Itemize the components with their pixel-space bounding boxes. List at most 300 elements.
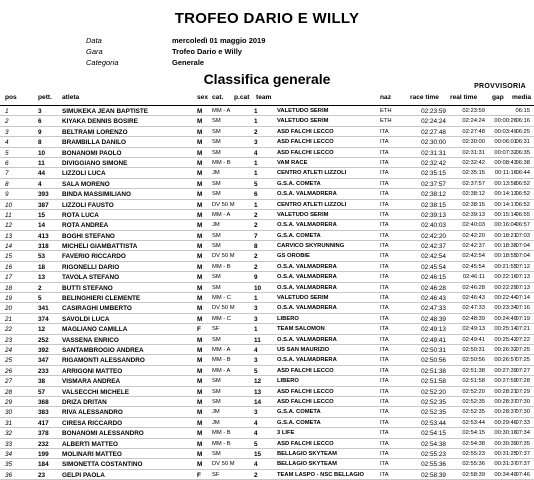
row-pos: 26 (5, 367, 13, 375)
row-media: 06:31 (515, 139, 530, 146)
row-pcat: 1 (254, 159, 258, 167)
row-real-time: 02:31:31 (462, 149, 485, 156)
table-row (0, 366, 534, 376)
row-team: G.S.A. COMETA (277, 180, 321, 187)
row-media: 07:30 (515, 409, 530, 416)
row-sex: M (197, 450, 203, 458)
row-pcat: 1 (254, 201, 258, 209)
row-sex: M (197, 201, 203, 209)
row-team: LIBERO (277, 315, 299, 322)
gara-label: Gara (86, 47, 103, 56)
row-real-time: 02:32:42 (462, 159, 485, 166)
row-real-time: 02:42:20 (462, 232, 485, 239)
row-real-time: 02:30:00 (462, 139, 485, 146)
row-team: O.S.A. VALMADRERA (277, 263, 337, 270)
row-race-time: 02:52:20 (421, 388, 446, 396)
table-row (0, 272, 534, 282)
col-race-time: race time (410, 94, 439, 101)
row-real-time: 02:24:24 (462, 118, 485, 125)
row-pett: 57 (38, 388, 46, 396)
row-team: TEAM SALOMON (277, 326, 325, 333)
row-pcat: 10 (254, 284, 262, 292)
row-cat: SM (212, 118, 221, 125)
row-atleta: CIRESA RICCARDO (62, 419, 123, 427)
row-sex: F (197, 471, 201, 479)
row-cat: SM (212, 378, 221, 385)
row-race-time: 02:42:37 (421, 243, 446, 251)
row-naz: ITA (380, 398, 389, 405)
row-gap: 00:03:49 (494, 128, 517, 135)
row-team: G.S.A. COMETA (277, 232, 321, 239)
row-media: 06:52 (515, 191, 530, 198)
row-race-time: 02:52:35 (421, 409, 446, 417)
row-pcat: 11 (254, 336, 261, 344)
row-sex: M (197, 419, 203, 427)
row-cat: MM - A (212, 367, 231, 374)
row-pett: 38 (38, 378, 46, 386)
row-pett: 199 (38, 450, 49, 458)
row-atleta: SAVOLDI LUCA (62, 315, 110, 323)
row-pcat: 3 (254, 315, 258, 323)
row-naz: ETH (380, 108, 392, 114)
table-row (0, 397, 534, 407)
row-pett: 23 (38, 471, 46, 479)
row-naz: ITA (380, 180, 389, 187)
status-label: PROVVISORIA (474, 83, 526, 90)
row-team: US SAN MAURIZIO (277, 346, 330, 353)
row-naz: ITA (380, 461, 389, 468)
row-pos: 19 (5, 295, 13, 303)
row-media: 07:04 (515, 243, 530, 250)
row-team: ASD FALCHI LECCO (277, 367, 334, 374)
row-atleta: GELPI PAOLA (62, 471, 105, 479)
row-race-time: 02:49:41 (421, 336, 446, 344)
row-pett: 8 (38, 139, 42, 147)
row-race-time: 02:46:28 (421, 284, 446, 292)
row-media: 06:52 (515, 201, 530, 208)
row-naz: ITA (380, 191, 389, 198)
row-pcat: 4 (254, 461, 258, 469)
row-gap: 00:28:37 (494, 409, 517, 416)
table-row (0, 387, 534, 397)
table-row (0, 449, 534, 459)
row-atleta: BELTRAMI LORENZO (62, 128, 128, 136)
row-media: 07:25 (515, 357, 530, 364)
table-row (0, 314, 534, 324)
row-cat: SM (212, 336, 221, 343)
row-atleta: VASSENA ENRICO (62, 336, 119, 344)
row-race-time: 02:37:57 (421, 180, 446, 188)
table-header (0, 93, 534, 106)
table-row (0, 324, 534, 334)
col-pcat: p.cat (234, 94, 250, 101)
table-row (0, 137, 534, 147)
row-sex: M (197, 430, 203, 438)
row-sex: M (197, 440, 203, 448)
table-row (0, 439, 534, 449)
col-sex: sex (197, 94, 209, 101)
row-race-time: 02:54:38 (421, 440, 446, 448)
row-media: 07:14 (515, 295, 530, 302)
table-row (0, 376, 534, 386)
row-sex: M (197, 295, 203, 303)
table-row (0, 179, 534, 189)
row-real-time: 02:23:59 (462, 108, 485, 114)
row-naz: ITA (380, 378, 389, 385)
row-pos: 8 (5, 180, 9, 188)
row-naz: ITA (380, 315, 389, 322)
row-gap: 00:30:16 (494, 430, 517, 437)
row-real-time: 02:49:41 (462, 336, 485, 343)
row-sex: M (197, 305, 203, 313)
row-pett: 18 (38, 263, 46, 271)
row-naz: ITA (380, 284, 389, 291)
row-naz: ITA (380, 211, 389, 218)
table-row (0, 459, 534, 469)
row-atleta: KIYAKA DENNIS BOSIRE (62, 118, 138, 126)
table-row (0, 470, 534, 480)
row-atleta: BONANOMI ALESSANDRO (62, 430, 144, 438)
row-real-time: 02:46:28 (462, 284, 485, 291)
row-team: VALETUDO SERIM (277, 295, 329, 302)
row-pos: 33 (5, 440, 13, 448)
row-naz: ITA (380, 336, 389, 343)
row-real-time: 02:51:58 (462, 378, 485, 385)
row-sex: M (197, 378, 203, 386)
table-row (0, 251, 534, 261)
row-atleta: SALA MORENO (62, 180, 110, 188)
row-gap: 00:34:40 (494, 471, 517, 478)
row-atleta: ROTA ANDREA (62, 222, 109, 230)
row-gap: 00:00:26 (494, 118, 517, 125)
row-gap: 00:27:39 (494, 367, 517, 374)
row-pos: 35 (5, 461, 13, 469)
row-pcat: 1 (254, 170, 258, 178)
row-cat: SM (212, 191, 221, 198)
row-sex: M (197, 253, 203, 261)
row-team: LIBERO (277, 378, 299, 385)
row-atleta: SANTAMBROGIO ANDREA (62, 346, 144, 354)
row-team: VALETUDO SERIM (277, 108, 329, 114)
page-title: Classifica generale (203, 71, 331, 87)
row-cat: MM - B (212, 357, 231, 364)
row-team: O.S.A. VALMADRERA (277, 305, 337, 312)
row-cat: MM - B (212, 263, 231, 270)
row-race-time: 02:23:59 (421, 108, 446, 115)
row-sex: M (197, 461, 203, 469)
row-gap: 00:14:17 (494, 201, 517, 208)
row-pos: 15 (5, 253, 13, 261)
row-real-time: 02:50:56 (462, 357, 485, 364)
row-pett: 347 (38, 357, 49, 365)
row-pcat: 3 (254, 305, 258, 313)
row-pett: 368 (38, 398, 49, 406)
row-cat: MM - C (212, 295, 231, 302)
row-race-time: 02:24:24 (421, 118, 446, 126)
row-atleta: RIGONELLI DARIO (62, 263, 120, 271)
row-atleta: RIVA ALESSANDRO (62, 409, 123, 417)
row-pett: 3 (38, 108, 42, 115)
row-media: 06:44 (515, 170, 530, 177)
row-real-time: 02:42:37 (462, 243, 485, 250)
row-media: 07:29 (515, 388, 530, 395)
row-race-time: 02:39:13 (421, 211, 446, 219)
row-pos: 23 (5, 336, 13, 344)
row-race-time: 02:38:15 (421, 201, 446, 209)
row-media: 07:33 (515, 419, 530, 426)
row-media: 07:13 (515, 284, 530, 291)
row-real-time: 02:46:43 (462, 295, 485, 302)
row-pcat: 2 (254, 211, 258, 219)
row-real-time: 02:38:12 (462, 191, 485, 198)
row-team: CENTRO ATLETI LIZZOLI (277, 170, 347, 177)
row-atleta: DRIZA DRITAN (62, 398, 107, 406)
row-cat: JM (212, 419, 220, 426)
row-sex: M (197, 222, 203, 230)
row-pcat: 3 (254, 357, 258, 365)
row-pos: 12 (5, 222, 13, 230)
row-media: 06:16 (515, 118, 530, 125)
row-naz: ITA (380, 295, 389, 302)
row-gap: 00:18:38 (494, 243, 517, 250)
row-cat: MM - A (212, 108, 231, 114)
row-team: BELLAGIO SKYTEAM (277, 461, 337, 468)
row-naz: ITA (380, 419, 389, 426)
row-race-time: 02:42:54 (421, 253, 446, 261)
row-cat: SM (212, 149, 221, 156)
results-table (0, 106, 534, 480)
row-real-time: 02:51:38 (462, 367, 485, 374)
row-naz: ITA (380, 170, 389, 177)
row-cat: SM (212, 180, 221, 187)
row-real-time: 02:38:15 (462, 201, 485, 208)
row-sex: M (197, 211, 203, 219)
row-sex: M (197, 170, 203, 178)
row-media: 06:25 (515, 128, 530, 135)
row-pos: 3 (5, 128, 9, 136)
row-sex: M (197, 346, 203, 354)
row-pos: 17 (5, 274, 13, 282)
row-pcat: 1 (254, 326, 258, 334)
row-media: 07:34 (515, 430, 530, 437)
row-pcat: 5 (254, 180, 258, 188)
row-sex: M (197, 191, 203, 199)
row-race-time: 02:46:43 (421, 295, 446, 303)
row-naz: ITA (380, 253, 389, 260)
row-pcat: 15 (254, 450, 262, 458)
row-gap: 00:18:21 (494, 232, 517, 239)
col-naz: naz (380, 94, 391, 101)
table-row (0, 231, 534, 241)
row-race-time: 02:49:13 (421, 326, 446, 334)
row-cat: MM - A (212, 211, 231, 218)
row-gap: 00:27:59 (494, 378, 517, 385)
row-real-time: 02:48:39 (462, 315, 485, 322)
row-race-time: 02:38:12 (421, 191, 446, 199)
row-gap: 00:23:34 (494, 305, 517, 312)
row-atleta: FAVERIO RICCARDO (62, 253, 126, 261)
row-sex: M (197, 128, 203, 136)
row-cat: SM (212, 243, 221, 250)
row-team: GS OROBIE (277, 253, 310, 260)
row-pos: 28 (5, 388, 13, 396)
row-race-time: 02:58:39 (421, 471, 446, 479)
row-pos: 24 (5, 346, 13, 354)
row-gap: 00:26:57 (494, 357, 517, 364)
row-real-time: 02:52:20 (462, 388, 485, 395)
col-pett: pett. (38, 94, 52, 101)
row-atleta: MICHELI GIAMBATTISTA (62, 243, 138, 251)
row-cat: SM (212, 232, 221, 239)
row-gap: 00:08:43 (494, 159, 517, 166)
row-cat: JM (212, 170, 220, 177)
table-row (0, 220, 534, 230)
row-atleta: CASIRAGHI UMBERTO (62, 305, 132, 313)
row-sex: M (197, 409, 203, 417)
row-team: O.S.A. VALMADRERA (277, 274, 337, 281)
row-race-time: 02:48:39 (421, 315, 446, 323)
row-pos: 25 (5, 357, 13, 365)
row-gap: 00:24:40 (494, 315, 517, 322)
row-team: ASD FALCHI LECCO (277, 388, 334, 395)
row-atleta: VALSECCHI MICHELE (62, 388, 129, 396)
row-cat: SM (212, 274, 221, 281)
row-pett: 14 (38, 222, 46, 230)
row-atleta: TAVOLA STEFANO (62, 274, 120, 282)
row-pett: 318 (38, 243, 49, 251)
row-atleta: LIZZOLI FAUSTO (62, 201, 114, 209)
row-gap: 00:15:14 (494, 211, 517, 218)
row-atleta: ROTA LUCA (62, 211, 99, 219)
row-pos: 9 (5, 191, 9, 199)
row-race-time: 02:31:31 (421, 149, 446, 157)
row-sex: M (197, 367, 203, 375)
row-team: G.S.A. COMETA (277, 409, 321, 416)
row-team: VALETUDO SERIM (277, 118, 329, 125)
row-gap: 00:29:46 (494, 419, 517, 426)
row-cat: SM (212, 139, 221, 146)
row-gap: 00:21:55 (494, 263, 517, 270)
row-pos: 7 (5, 170, 9, 178)
row-race-time: 02:50:31 (421, 346, 446, 354)
row-race-time: 02:53:44 (421, 419, 446, 427)
row-atleta: DIVIGGIANO SIMONE (62, 159, 128, 167)
row-atleta: MAGLIANO CAMILLA (62, 326, 128, 334)
categoria-value: Generale (172, 58, 205, 67)
row-pett: 4 (38, 180, 42, 188)
table-row (0, 168, 534, 178)
row-atleta: ALBERTI MATTEO (62, 440, 118, 448)
row-pos: 32 (5, 430, 13, 438)
row-cat: SM (212, 388, 221, 395)
row-media: 06:55 (515, 211, 530, 218)
row-sex: M (197, 108, 203, 115)
row-naz: ITA (380, 139, 389, 146)
row-team: 3 LIFE (277, 430, 295, 437)
row-cat: DV 50 M (212, 305, 235, 312)
row-pos: 22 (5, 326, 13, 334)
row-pcat: 8 (254, 243, 258, 251)
row-naz: ITA (380, 263, 389, 270)
row-pcat: 13 (254, 388, 262, 396)
row-pcat: 4 (254, 430, 258, 438)
row-pos: 20 (5, 305, 13, 313)
row-naz: ITA (380, 440, 389, 447)
row-cat: MM - B (212, 440, 231, 447)
row-atleta: BRAMBILLA DANILO (62, 139, 127, 147)
row-team: O.S.A. VALMADRERA (277, 284, 337, 291)
row-pcat: 14 (254, 398, 262, 406)
row-atleta: RIGAMONTI ALESSANDRO (62, 357, 145, 365)
row-naz: ITA (380, 430, 389, 437)
row-real-time: 02:52:35 (462, 398, 485, 405)
row-naz: ITA (380, 274, 389, 281)
row-pos: 14 (5, 243, 13, 251)
row-naz: ITA (380, 243, 389, 250)
table-row (0, 335, 534, 345)
row-gap: 00:25:14 (494, 326, 517, 333)
row-pos: 1 (5, 108, 9, 115)
row-naz: ITA (380, 305, 389, 312)
row-sex: M (197, 263, 203, 271)
row-real-time: 02:45:54 (462, 263, 485, 270)
row-media: 07:21 (515, 326, 530, 333)
row-atleta: SIMONETTA COSTANTINO (62, 461, 143, 469)
row-gap: 00:26:32 (494, 346, 517, 353)
row-pett: 15 (38, 211, 46, 219)
row-sex: M (197, 274, 203, 282)
row-sex: M (197, 232, 203, 240)
row-race-time: 02:54:15 (421, 430, 446, 438)
row-gap: 00:31:25 (494, 450, 517, 457)
row-sex: M (197, 388, 203, 396)
row-pett: 53 (38, 253, 46, 261)
table-row (0, 262, 534, 272)
row-pcat: 2 (254, 222, 258, 230)
row-pcat: 5 (254, 367, 258, 375)
row-gap: 00:31:37 (494, 461, 517, 468)
row-media: 06:35 (515, 149, 530, 156)
row-media: 07:03 (515, 232, 530, 239)
row-real-time: 02:35:15 (462, 170, 485, 177)
row-pcat: 12 (254, 378, 262, 386)
table-row (0, 418, 534, 428)
row-cat: SM (212, 398, 221, 405)
row-pcat: 2 (254, 263, 258, 271)
row-pos: 13 (5, 232, 13, 240)
row-team: TEAM LASPO - NSC BELLAGIO (277, 471, 364, 478)
row-pos: 27 (5, 378, 13, 386)
row-gap: 00:07:32 (494, 149, 517, 156)
row-pett: 232 (38, 440, 49, 448)
row-atleta: ARRIGONI MATTEO (62, 367, 123, 375)
row-race-time: 02:32:42 (421, 159, 446, 167)
row-pett: 393 (38, 191, 49, 199)
row-real-time: 02:42:54 (462, 253, 485, 260)
row-sex: M (197, 315, 203, 323)
row-cat: DV 50 M (212, 461, 235, 468)
row-pos: 10 (5, 201, 13, 209)
row-pos: 11 (5, 211, 12, 219)
row-race-time: 02:47:33 (421, 305, 446, 313)
row-pcat: 4 (254, 346, 258, 354)
row-naz: ITA (380, 128, 389, 135)
row-race-time: 02:55:36 (421, 461, 446, 469)
row-media: 07:04 (515, 253, 530, 260)
row-race-time: 02:42:20 (421, 232, 446, 240)
row-cat: SM (212, 128, 221, 135)
row-naz: ITA (380, 450, 389, 457)
